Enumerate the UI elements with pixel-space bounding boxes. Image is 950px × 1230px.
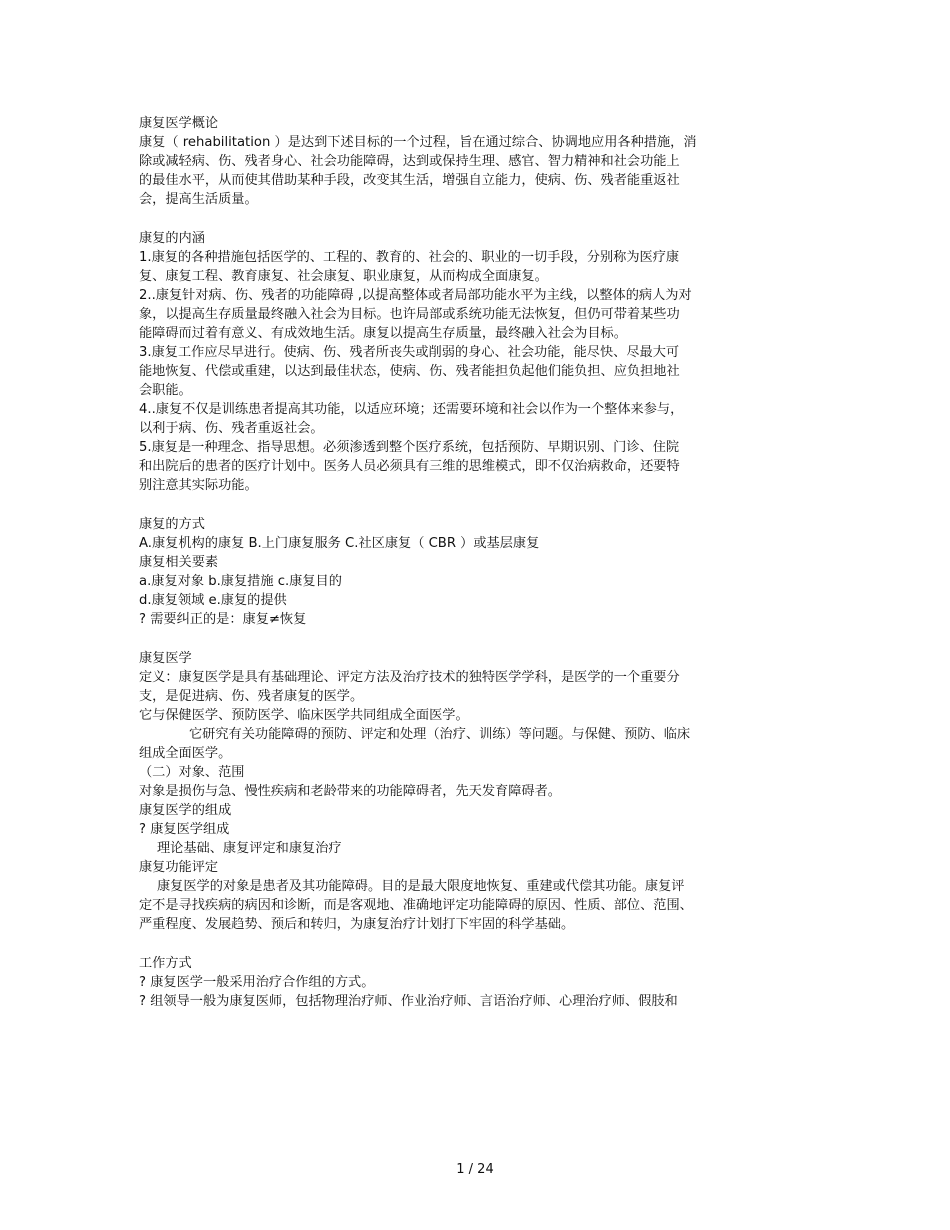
connotation-item-2-line-3: 能障碍而过着有意义、有成效地生活。康复以提高生存质量，最终融入社会为目标。 (139, 326, 627, 341)
medicine-eval-1: 康复医学的对象是患者及其功能障碍。目的是最大限度地恢复、重建或代偿其功能。康复评 (157, 879, 685, 894)
medicine-line-5: 组成全面医学。 (139, 746, 232, 761)
section-title-methods: 康复的方式 (139, 517, 205, 532)
methods-line-4: ? 需要纠正的是：康复≠恢复 (139, 612, 307, 627)
medicine-line-7: 对象是损伤与急、慢性疾病和老龄带来的功能障碍者，先天发育障碍者。 (139, 784, 561, 799)
work-line-1: ? 康复医学一般采用治疗合作组的方式。 (139, 975, 375, 990)
connotation-item-5-line-3: 别注意其实际功能。 (139, 478, 258, 493)
intro-line-3: 的最佳水平，从而使其借助某种手段，改变其生活，增强自立能力，使病、伤、残者能重返社 (139, 173, 680, 188)
page-number: 1 / 24 (456, 1162, 494, 1177)
connotation-item-3-line-2: 能地恢复、代偿或重建，以达到最佳状态，使病、伤、残者能担负起他们能负担、应负担地社 (139, 364, 680, 379)
section-title-intro: 康复医学概论 (139, 116, 219, 131)
methods-subtitle: 康复相关要素 (139, 555, 219, 570)
section-title-connotation: 康复的内涵 (139, 231, 205, 246)
connotation-item-2-line-2: 象，以提高生存质量最终融入社会为目标。也许局部或系统功能无法恢复，但仍可带着某些功 (139, 307, 680, 322)
section-title-work: 工作方式 (139, 956, 192, 971)
methods-line-3: d.康复领域 e.康复的提供 (139, 593, 287, 608)
intro-line-1: 康复（ rehabilitation ）是达到下述目标的一个过程，旨在通过综合、协调地应用各种措施，消 (139, 135, 697, 150)
medicine-eval-3: 严重程度、发展趋势、预后和转归，为康复治疗计划打下牢固的科学基础。 (139, 917, 575, 932)
medicine-def-2: 支，是促进病、伤、残者康复的医学。 (139, 689, 364, 704)
medicine-line-9: ? 康复医学组成 (139, 822, 230, 837)
connotation-item-2-line-1: 2..康复针对病、伤、残者的功能障碍 ,以提高整体或者局部功能水平为主线，以整体的病人为对 (139, 288, 692, 303)
connotation-item-5-line-1: 5.康复是一种理念、指导思想。必须渗透到整个医疗系统，包括预防、早期识别、门诊、住院 (139, 440, 680, 455)
connotation-item-3-line-1: 3.康复工作应尽早进行。使病、伤、残者所丧失或削弱的身心、社会功能，能尽快、尽最大可 (139, 345, 680, 360)
medicine-line-11: 康复功能评定 (139, 860, 219, 875)
work-line-2: ? 组领导一般为康复医师，包括物理治疗师、作业治疗师、言语治疗师、心理治疗师、假肢和 (139, 994, 678, 1009)
connotation-item-5-line-2: 和出院后的患者的医疗计划中。医务人员必须具有三维的思维模式，即不仅治病救命，还要特 (139, 459, 680, 474)
medicine-def-1: 定义：康复医学是具有基础理论、评定方法及治疗技术的独特医学学科，是医学的一个重要分 (139, 670, 680, 685)
connotation-item-1-line-2: 复、康复工程、教育康复、社会康复、职业康复，从而构成全面康复。 (139, 269, 548, 284)
connotation-item-4-line-1: 4..康复不仅是训练患者提高其功能，以适应环境；还需要环境和社会以作为一个整体来参与， (139, 402, 684, 417)
methods-line-1: A.康复机构的康复 B.上门康复服务 C.社区康复（ CBR ）或基层康复 (139, 536, 540, 551)
spacer (139, 629, 779, 649)
medicine-line-8: 康复医学的组成 (139, 803, 232, 818)
connotation-item-1-line-1: 1.康复的各种措施包括医学的、工程的、教育的、社会的、职业的一切手段，分别称为医疗康 (139, 250, 680, 265)
spacer (139, 495, 779, 515)
connotation-item-4-line-2: 以利于病、伤、残者重返社会。 (139, 421, 324, 436)
medicine-line-3: 它与保健医学、预防医学、临床医学共同组成全面医学。 (139, 708, 469, 723)
medicine-line-4: 它研究有关功能障碍的预防、评定和处理（治疗、训练）等问题。与保健、预防、临床 (189, 727, 691, 742)
spacer (139, 934, 779, 954)
document-content (139, 114, 779, 1011)
medicine-line-10: 理论基础、康复评定和康复治疗 (157, 841, 342, 856)
medicine-line-6: （二）对象、范围 (139, 765, 245, 780)
connotation-item-3-line-3: 会职能。 (139, 383, 192, 398)
section-title-medicine: 康复医学 (139, 651, 192, 666)
medicine-eval-2: 定不是寻找疾病的病因和诊断，而是客观地、准确地评定功能障碍的原因、性质、部位、范围、 (139, 898, 693, 913)
spacer (139, 209, 779, 229)
intro-line-2: 除或减轻病、伤、残者身心、社会功能障碍，达到或保持生理、感官、智力精神和社会功能上 (139, 154, 680, 169)
methods-line-2: a.康复对象 b.康复措施 c.康复目的 (139, 574, 342, 589)
intro-line-4: 会，提高生活质量。 (139, 192, 258, 207)
